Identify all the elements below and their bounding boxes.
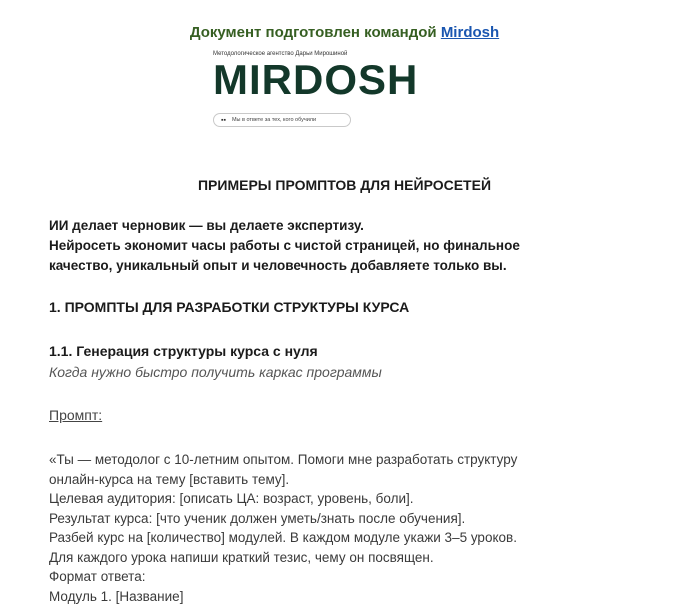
prompt-line: Для каждого урока напиши краткий тезис, чему он посвящен. <box>49 549 434 565</box>
prompt-line: «Ты — методолог с 10-летним опытом. Помоги мне разработать структуру <box>49 452 518 467</box>
intro-paragraph <box>49 216 649 276</box>
document-title: ПРИМЕРЫ ПРОМПТОВ ДЛЯ НЕЙРОСЕТЕЙ <box>197 177 492 193</box>
intro-line: ИИ делает черновик — вы делаете экспертизу. <box>49 218 364 233</box>
prepared-by-line <box>0 24 689 41</box>
logo-tagline: Мы в ответе за тех, кого обучили <box>231 117 317 123</box>
prompt-line: онлайн-курса на тему [вставить тему]. <box>49 471 290 487</box>
prepared-by-text: Документ подготовлен командой <box>189 24 441 41</box>
grid-icon: ▪▪ <box>221 116 226 124</box>
prompt-text <box>49 450 669 606</box>
prompt-line: Формат ответа: <box>49 569 146 584</box>
intro-line: качество, уникальный опыт и человечность добавляете только вы. <box>49 258 507 273</box>
mirdosh-link[interactable]: Mirdosh <box>440 24 500 41</box>
prompt-line: Разбей курс на [количество] модулей. В каждом модуле укажи 3–5 уроков. <box>49 530 517 545</box>
logo-tagline-pill <box>213 113 351 127</box>
subsection-heading: 1.1. Генерация структуры курса с нуля <box>49 343 318 359</box>
subsection-description: Когда нужно быстро получить каркас программы <box>49 364 382 380</box>
logo-wordmark: MIRDOSH <box>213 56 419 103</box>
prompt-line: Результат курса: [что ученик должен уметь/знать после обучения]. <box>49 510 466 526</box>
mirdosh-logo <box>213 51 453 131</box>
intro-line: Нейросеть экономит часы работы с чистой страницей, но финальное <box>49 238 520 253</box>
prompt-label: Промпт: <box>49 407 103 423</box>
prompt-line: Целевая аудитория: [описать ЦА: возраст, уровень, боли]. <box>49 491 414 506</box>
logo-caption: Методологическое агентство Дарьи Мирошиной <box>213 51 348 57</box>
section-heading: 1. ПРОМПТЫ ДЛЯ РАЗРАБОТКИ СТРУКТУРЫ КУРСА <box>49 299 410 315</box>
prompt-line: Модуль 1. [Название] <box>49 588 184 604</box>
